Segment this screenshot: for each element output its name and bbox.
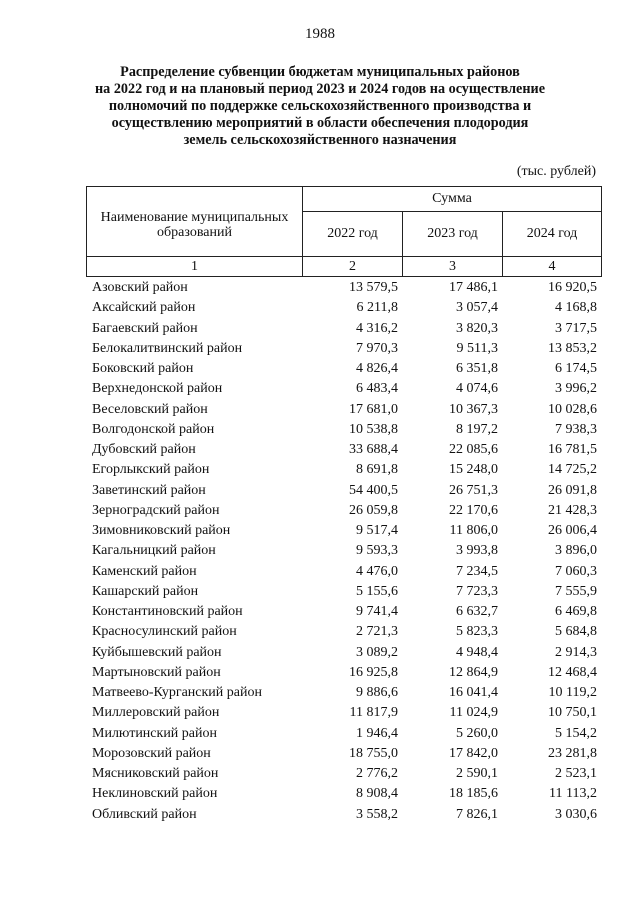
district-name: Мартыновский район <box>92 664 221 680</box>
value-2024: 3 717,5 <box>555 320 597 336</box>
column-header-2022: 2022 год <box>303 212 403 257</box>
value-2023: 8 197,2 <box>456 421 498 437</box>
value-2022: 9 741,4 <box>356 604 398 620</box>
value-2022: 6 211,8 <box>356 300 398 316</box>
value-2023: 7 234,5 <box>456 563 498 579</box>
value-2023: 15 248,0 <box>449 462 498 478</box>
district-name: Неклиновский район <box>92 786 218 802</box>
column-header-sum: Сумма <box>303 187 602 212</box>
table-row <box>86 582 601 602</box>
value-2022: 7 970,3 <box>356 340 398 356</box>
title-line: земель сельскохозяйственного назначения <box>183 132 457 148</box>
title-line: на 2022 год и на плановый период 2023 и 2024 годов на осуществление <box>95 81 545 97</box>
value-2023: 12 864,9 <box>449 664 498 680</box>
column-header-name: Наименование муниципальных образований <box>87 187 303 257</box>
table-row <box>86 440 601 460</box>
value-2022: 4 316,2 <box>356 320 398 336</box>
value-2024: 16 781,5 <box>548 442 597 458</box>
value-2024: 6 469,8 <box>555 604 597 620</box>
value-2022: 16 925,8 <box>349 664 398 680</box>
value-2022: 10 538,8 <box>349 421 398 437</box>
district-name: Волгодонской район <box>92 421 215 437</box>
table-row <box>86 663 601 683</box>
district-name: Милютинский район <box>92 725 218 741</box>
district-name: Морозовский район <box>92 745 211 761</box>
column-header-2023: 2023 год <box>403 212 503 257</box>
district-name: Красносулинский район <box>92 624 237 640</box>
column-number: 4 <box>503 257 602 277</box>
table-row <box>86 541 601 561</box>
value-2022: 2 776,2 <box>356 766 398 782</box>
value-2022: 6 483,4 <box>356 381 398 397</box>
title-line: полномочий по поддержке сельскохозяйственного производства и <box>108 98 532 114</box>
table-row <box>86 278 601 298</box>
value-2024: 6 174,5 <box>555 361 597 377</box>
value-2023: 17 486,1 <box>449 280 498 296</box>
value-2022: 5 155,6 <box>356 583 398 599</box>
value-2023: 2 590,1 <box>456 766 498 782</box>
value-2024: 26 006,4 <box>548 523 597 539</box>
page-number: 1988 <box>305 26 335 42</box>
value-2023: 16 041,4 <box>449 685 498 701</box>
value-2022: 33 688,4 <box>349 442 398 458</box>
district-name: Боковский район <box>92 361 194 377</box>
value-2023: 11 806,0 <box>449 523 498 539</box>
value-2023: 4 074,6 <box>456 381 498 397</box>
value-2024: 21 428,3 <box>548 502 597 518</box>
column-number: 2 <box>303 257 403 277</box>
title-line: Распределение субвенции бюджетам муниципальных районов <box>120 64 520 80</box>
value-2022: 2 721,3 <box>356 624 398 640</box>
value-2023: 17 842,0 <box>449 745 498 761</box>
district-name: Заветинский район <box>92 482 206 498</box>
district-name: Мясниковский район <box>92 766 219 782</box>
value-2023: 3 057,4 <box>456 300 498 316</box>
value-2024: 11 113,2 <box>549 786 597 802</box>
value-2023: 5 823,3 <box>456 624 498 640</box>
table-row <box>86 460 601 480</box>
value-2023: 3 820,3 <box>456 320 498 336</box>
value-2024: 23 281,8 <box>548 745 597 761</box>
value-2023: 6 351,8 <box>456 361 498 377</box>
district-name: Верхнедонской район <box>92 381 223 397</box>
table-row <box>86 319 601 339</box>
district-name: Обливский район <box>92 806 197 822</box>
district-name: Кашарский район <box>92 583 199 599</box>
table-row <box>86 724 601 744</box>
value-2022: 9 517,4 <box>356 523 398 539</box>
title-line: осуществлению мероприятий в области обеспечения плодородия <box>111 115 529 131</box>
value-2023: 22 170,6 <box>449 502 498 518</box>
value-2024: 10 119,2 <box>548 685 597 701</box>
table-row <box>86 562 601 582</box>
value-2022: 18 755,0 <box>349 745 398 761</box>
table-row <box>86 379 601 399</box>
value-2023: 10 367,3 <box>449 401 498 417</box>
value-2023: 11 024,9 <box>449 705 498 721</box>
data-table <box>86 278 601 825</box>
table-row <box>86 298 601 318</box>
table-row <box>86 481 601 501</box>
table-row <box>86 501 601 521</box>
table-row <box>86 703 601 723</box>
value-2022: 3 089,2 <box>356 644 398 660</box>
table-row <box>86 784 601 804</box>
table-row <box>86 683 601 703</box>
district-name: Каменский район <box>92 563 197 579</box>
value-2024: 3 030,6 <box>555 806 597 822</box>
value-2024: 7 555,9 <box>555 583 597 599</box>
table-row <box>86 339 601 359</box>
unit-label: (тыс. рублей) <box>516 164 596 179</box>
table-row <box>86 400 601 420</box>
value-2024: 7 938,3 <box>555 421 597 437</box>
table-row <box>86 420 601 440</box>
district-name: Азовский район <box>92 280 188 296</box>
value-2024: 4 168,8 <box>555 300 597 316</box>
district-name: Аксайский район <box>92 300 196 316</box>
district-name: Кагальницкий район <box>92 543 216 559</box>
value-2024: 5 154,2 <box>555 725 597 741</box>
value-2023: 7 723,3 <box>456 583 498 599</box>
value-2023: 9 511,3 <box>456 340 498 356</box>
value-2022: 8 691,8 <box>356 462 398 478</box>
value-2024: 3 896,0 <box>555 543 597 559</box>
value-2023: 4 948,4 <box>456 644 498 660</box>
document-title <box>60 64 580 149</box>
value-2023: 18 185,6 <box>449 786 498 802</box>
column-header-2024: 2024 год <box>503 212 602 257</box>
table-header <box>86 186 602 277</box>
table-row <box>86 622 601 642</box>
district-name: Куйбышевский район <box>92 644 222 660</box>
district-name: Миллеровский район <box>92 705 220 721</box>
value-2024: 5 684,8 <box>555 624 597 640</box>
value-2024: 16 920,5 <box>548 280 597 296</box>
district-name: Егорлыкский район <box>92 462 210 478</box>
value-2022: 17 681,0 <box>349 401 398 417</box>
value-2024: 13 853,2 <box>548 340 597 356</box>
district-name: Константиновский район <box>92 604 243 620</box>
value-2022: 9 886,6 <box>356 685 398 701</box>
value-2024: 26 091,8 <box>548 482 597 498</box>
value-2022: 54 400,5 <box>349 482 398 498</box>
district-name: Матвеево-Курганский район <box>92 685 262 701</box>
table-row <box>86 744 601 764</box>
value-2023: 22 085,6 <box>449 442 498 458</box>
table-row <box>86 643 601 663</box>
value-2022: 11 817,9 <box>349 705 398 721</box>
value-2023: 3 993,8 <box>456 543 498 559</box>
district-name: Зерноградский район <box>92 502 220 518</box>
table-row <box>86 764 601 784</box>
value-2023: 6 632,7 <box>456 604 498 620</box>
value-2024: 14 725,2 <box>548 462 597 478</box>
value-2024: 3 996,2 <box>555 381 597 397</box>
value-2023: 26 751,3 <box>449 482 498 498</box>
value-2024: 2 914,3 <box>555 644 597 660</box>
table-row <box>86 602 601 622</box>
value-2023: 7 826,1 <box>456 806 498 822</box>
value-2022: 26 059,8 <box>349 502 398 518</box>
value-2022: 3 558,2 <box>356 806 398 822</box>
table-row <box>86 805 601 825</box>
value-2024: 12 468,4 <box>548 664 597 680</box>
table-row <box>86 521 601 541</box>
value-2022: 8 908,4 <box>356 786 398 802</box>
column-number: 3 <box>403 257 503 277</box>
value-2024: 10 028,6 <box>548 401 597 417</box>
value-2024: 10 750,1 <box>548 705 597 721</box>
value-2022: 9 593,3 <box>356 543 398 559</box>
table-row <box>86 359 601 379</box>
district-name: Дубовский район <box>92 442 196 458</box>
value-2022: 13 579,5 <box>349 280 398 296</box>
district-name: Веселовский район <box>92 401 208 417</box>
value-2022: 4 826,4 <box>356 361 398 377</box>
value-2024: 7 060,3 <box>555 563 597 579</box>
value-2022: 1 946,4 <box>356 725 398 741</box>
district-name: Багаевский район <box>92 320 198 336</box>
district-name: Белокалитвинский район <box>92 340 243 356</box>
district-name: Зимовниковский район <box>92 523 231 539</box>
value-2024: 2 523,1 <box>555 766 597 782</box>
column-number: 1 <box>87 257 303 277</box>
value-2022: 4 476,0 <box>356 563 398 579</box>
value-2023: 5 260,0 <box>456 725 498 741</box>
